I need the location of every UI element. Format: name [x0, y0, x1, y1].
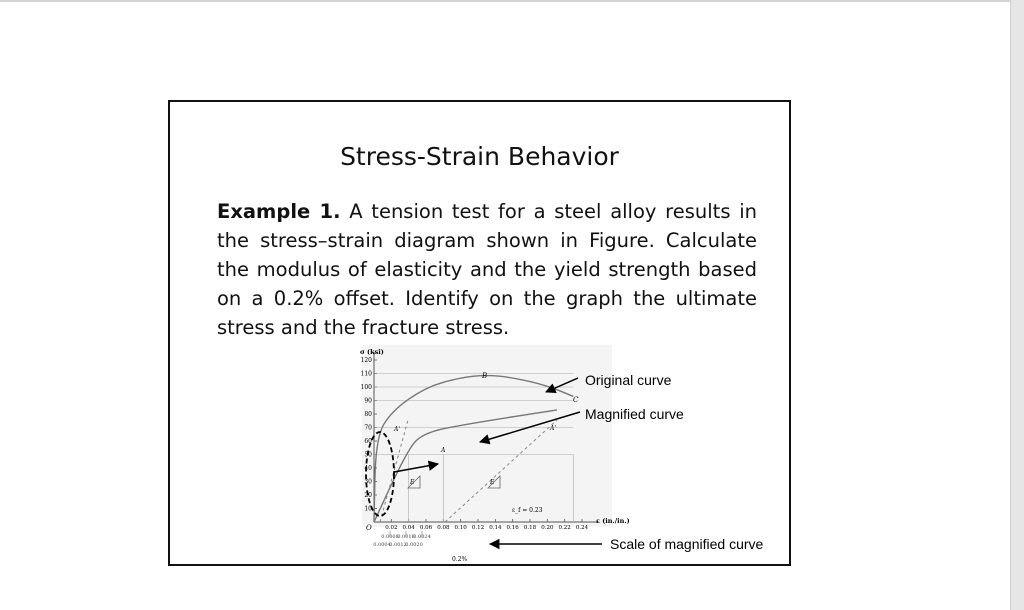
x-tick-label: 0.18	[523, 525, 537, 531]
y-tick-label: 10	[364, 505, 372, 513]
x-tick-label: 0.22	[558, 525, 571, 531]
y-tick-label: 100	[360, 384, 372, 391]
point-label-b: B	[482, 372, 488, 380]
x-axis-label: ε (in./in.)	[596, 517, 630, 525]
y-tick-label: 50	[364, 451, 372, 459]
point-label-e-orig: E	[410, 479, 415, 486]
y-tick-label: 120	[360, 357, 372, 364]
point-label-a-prime: A'	[394, 426, 400, 433]
x-tick-label: 0.24	[575, 525, 589, 531]
example-body: A tension test for a steel alloy results in the stress–strain diagram shown in Figure. Calculate the modulus of elasticity and the yield strength based on a 0.2% offset. Identify on the graph the ultimate stress and the fracture stress.	[217, 200, 757, 339]
mag-x-tick-label: 0.0012	[389, 542, 407, 548]
example-label: Example 1.	[217, 200, 341, 223]
offset-label: 0.2%	[452, 556, 468, 563]
mag-x-tick-label: 0.0008	[381, 534, 399, 540]
slide	[168, 100, 791, 566]
fracture-strain-label: ε_f = 0.23	[512, 507, 543, 514]
stress-strain-figure	[170, 102, 789, 564]
y-tick-label: 110	[360, 370, 372, 378]
x-tick-label: 0.20	[541, 525, 554, 531]
mag-x-tick-label: 0.0004	[373, 542, 391, 548]
origin-label: O	[366, 524, 372, 532]
y-tick-label: 80	[364, 411, 372, 418]
x-tick-label: 0.02	[385, 525, 398, 531]
mag-x-tick-label: 0.0020	[405, 542, 423, 548]
y-tick-label: 70	[364, 424, 372, 432]
x-tick-label: 0.16	[506, 525, 519, 531]
slide-title: Stress-Strain Behavior	[340, 142, 619, 171]
x-tick-label: 0.12	[471, 525, 485, 531]
y-tick-label: 30	[364, 478, 372, 486]
point-label-a-prime-mag: A'	[550, 425, 556, 432]
y-tick-label: 60	[364, 438, 372, 445]
point-label-e-mag: E	[490, 479, 495, 486]
x-tick-label: 0.08	[437, 525, 450, 531]
y-tick-label: 40	[364, 465, 372, 472]
x-tick-label: 0.10	[454, 525, 467, 531]
magnified-curve-label: Magnified curve	[585, 406, 684, 422]
point-label-c: C	[573, 396, 579, 404]
y-tick-label: 90	[364, 397, 372, 405]
y-tick-label: 20	[364, 492, 372, 499]
y-axis-label: σ (ksi)	[360, 348, 384, 356]
mag-x-tick-label: 0.0016	[397, 534, 415, 540]
original-curve-label: Original curve	[585, 372, 672, 388]
scrollbar[interactable]	[1010, 0, 1024, 610]
mag-x-tick-label: 0.0024	[413, 534, 431, 540]
point-label-a: A	[441, 447, 446, 454]
x-tick-label: 0.06	[419, 525, 433, 531]
x-tick-label: 0.04	[402, 525, 415, 531]
x-tick-label: 0.14	[489, 525, 502, 531]
scale-magnified-label: Scale of magnified curve	[610, 536, 764, 552]
top-border	[0, 0, 1024, 2]
